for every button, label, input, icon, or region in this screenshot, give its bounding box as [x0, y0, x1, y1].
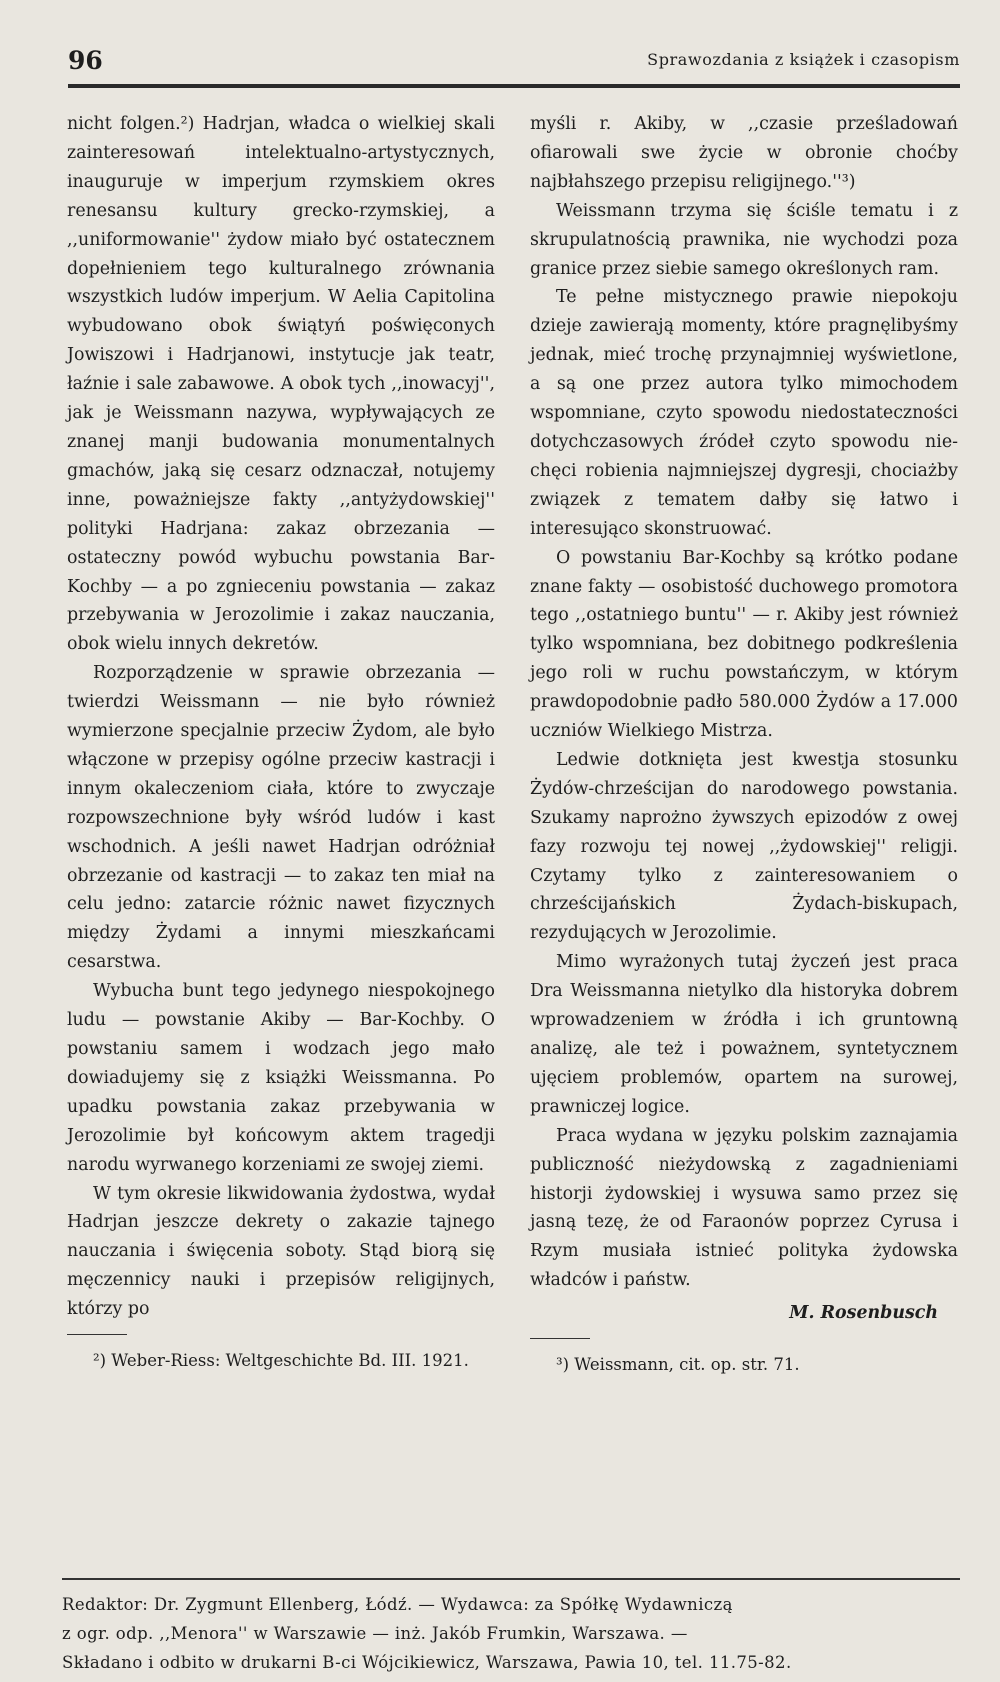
footnote-divider: [67, 1334, 127, 1335]
page-number: 96: [68, 46, 103, 75]
footnote: ³) Weissmann, cit. op. str. 71.: [556, 1355, 800, 1375]
paragraph: myśli r. Akiby, w ,,czasie prześladowań ofiarowali swe życie w obronie choćby najbłahszego przepisu religijnego.''³): [530, 114, 958, 192]
paragraph: Mimo wyrażonych tutaj życzeń jest praca Dra Weissmanna nietylko dla historyka dobrem wprowadzeniem w źródła i ich gruntowną analizę, ale też i poważnem, syntetycznem ujęciem problemów, opartem na surowej, prawniczej logice.: [530, 952, 958, 1117]
paragraph: Praca wydana w języku polskim zaznajamia publiczność nieżydowską z zagadnieniami historji żydowskiej i wysuwa samo przez się jasną tezę, że od Faraonów poprzez Cyrusa i Rzym musiała istnieć polityka żydowska władców i państw.: [530, 1125, 958, 1291]
paragraph: Te pełne mistycznego prawie niepokoju dzieje zawierają momenty, które pragnęlibyśmy jednak, mieć trochę przynajmniej wyświetlone, a są one przez autora tylko mimochodem wspomniane, czyto spowodu niedostateczności dotychczasowych źródeł czyto spowodu niechęci robienia najmniejszej dygresji, chociażby związek z tematem dałby się łatwo i interesująco skonstruować.: [530, 287, 958, 539]
imprint-line: Redaktor: Dr. Zygmunt Ellenberg, Łódź. — Wydawca: za Spółkę Wydawniczą: [62, 1595, 733, 1614]
paragraph: Ledwie dotknięta jest kwestja stosunku Żydów-chrześcijan do narodowego powstania. Szukamy naprożno żywszych epizodów z owej fazy rozwoju tej nowej ,,żydowskiej'' religji. Czytamy tylko z zainteresowaniem o chrześcijańskich Żydach-biskupach, rezydujących w Jerozolimie.: [530, 749, 958, 944]
author-signature: M. Rosenbusch: [789, 1303, 938, 1324]
paragraph: nicht folgen.²) Hadrjan, władca o wielkiej skali zainteresowań intelektualno-artystycznych, inauguruje w imperjum rzymskiem okres renesansu kultury grecko-rzymskiej, a ,,uniformowanie'' żydow miało być ostatecznem dopełnieniem tego kulturalnego zrównania wszystkich ludów imperjum. W Aelia Capitolina wybudowano obok świątyń poświęconych Jowiszowi i Hadrjanowi, instytucje jak teatr, łaźnie i sale zabawowe. A obok tych ,,inowacyj'', jak je Weissmann nazywa, wypływających ze znanej manji budowania monumentalnych gmachów, jaką się cesarz odznaczał, notujemy inne, poważniejsze fakty ,,antyżydowskiej'' polityki Hadrjana: zakaz obrzezania — ostateczny powód wybuchu powstania Bar-Kochby — a po zgnieceniu powstania — zakaz przebywania w Jerozolimie i zakaz nauczania, obok wielu innych dekretów.: [67, 114, 495, 655]
imprint-line: Składano i odbito w drukarni B-ci Wójcikiewicz, Warszawa, Pawia 10, tel. 11.75-82.: [62, 1653, 792, 1672]
page-header: [68, 44, 960, 88]
left-column: [67, 110, 495, 1374]
footnote: ²) Weber-Riess: Weltgeschichte Bd. III. 1921.: [93, 1351, 469, 1371]
footnote-divider: [530, 1338, 590, 1339]
running-head: Sprawozdania z książek i czasopism: [647, 50, 960, 69]
right-column: [530, 110, 958, 1378]
imprint: [62, 1578, 960, 1677]
paragraph: Rozporządzenie w sprawie obrzezania — twierdzi Weissmann — nie było również wymierzone specjalnie przeciw Żydom, ale było włączone w przepisy ogólne przeciw kastracji i innym okaleczeniom ciała, które to zwyczaje rozpowszechnione były wśród ludów i kast wschodnich. A jeśli nawet Hadrjan odróżniał obrzezanie od kastracji — to zakaz ten miał na celu jedno: zatarcie różnic nawet fizycznych między Żydami a innymi mieszkańcami cesarstwa.: [67, 663, 495, 973]
paragraph: O powstaniu Bar-Kochby są krótko podane znane fakty — osobistość duchowego promotora tego ,,ostatniego buntu'' — r. Akiby jest również tylko wspomniana, bez dobitnego podkreślenia jego roli w ruchu powstańczym, w którym prawdopodobnie padło 580.000 Żydów a 17.000 uczniów Wielkiego Mistrza.: [530, 547, 958, 742]
paragraph: W tym okresie likwidowania żydostwa, wydał Hadrjan jeszcze dekrety o zakazie tajnego nauczania i święcenia soboty. Stąd biorą się męczennicy nauki i przepisów religijnych, którzy po: [67, 1183, 495, 1320]
paragraph: Weissmann trzyma się ściśle tematu i z skrupulatnością prawnika, nie wychodzi poza granice przez siebie samego określonych ram.: [530, 200, 958, 279]
paragraph: Wybucha bunt tego jedynego niespokojnego ludu — powstanie Akiby — Bar-Kochby. O powstaniu samem i wodzach jego mało dowiadujemy się z książki Weissmanna. Po upadku powstania zakaz przebywania w Jerozolimie był końcowym aktem tragedji narodu wyrwanego korzeniami ze swojej ziemi.: [67, 981, 495, 1175]
imprint-line: z ogr. odp. ,,Menora'' w Warszawie — inż. Jakób Frumkin, Warszawa. —: [62, 1624, 688, 1643]
